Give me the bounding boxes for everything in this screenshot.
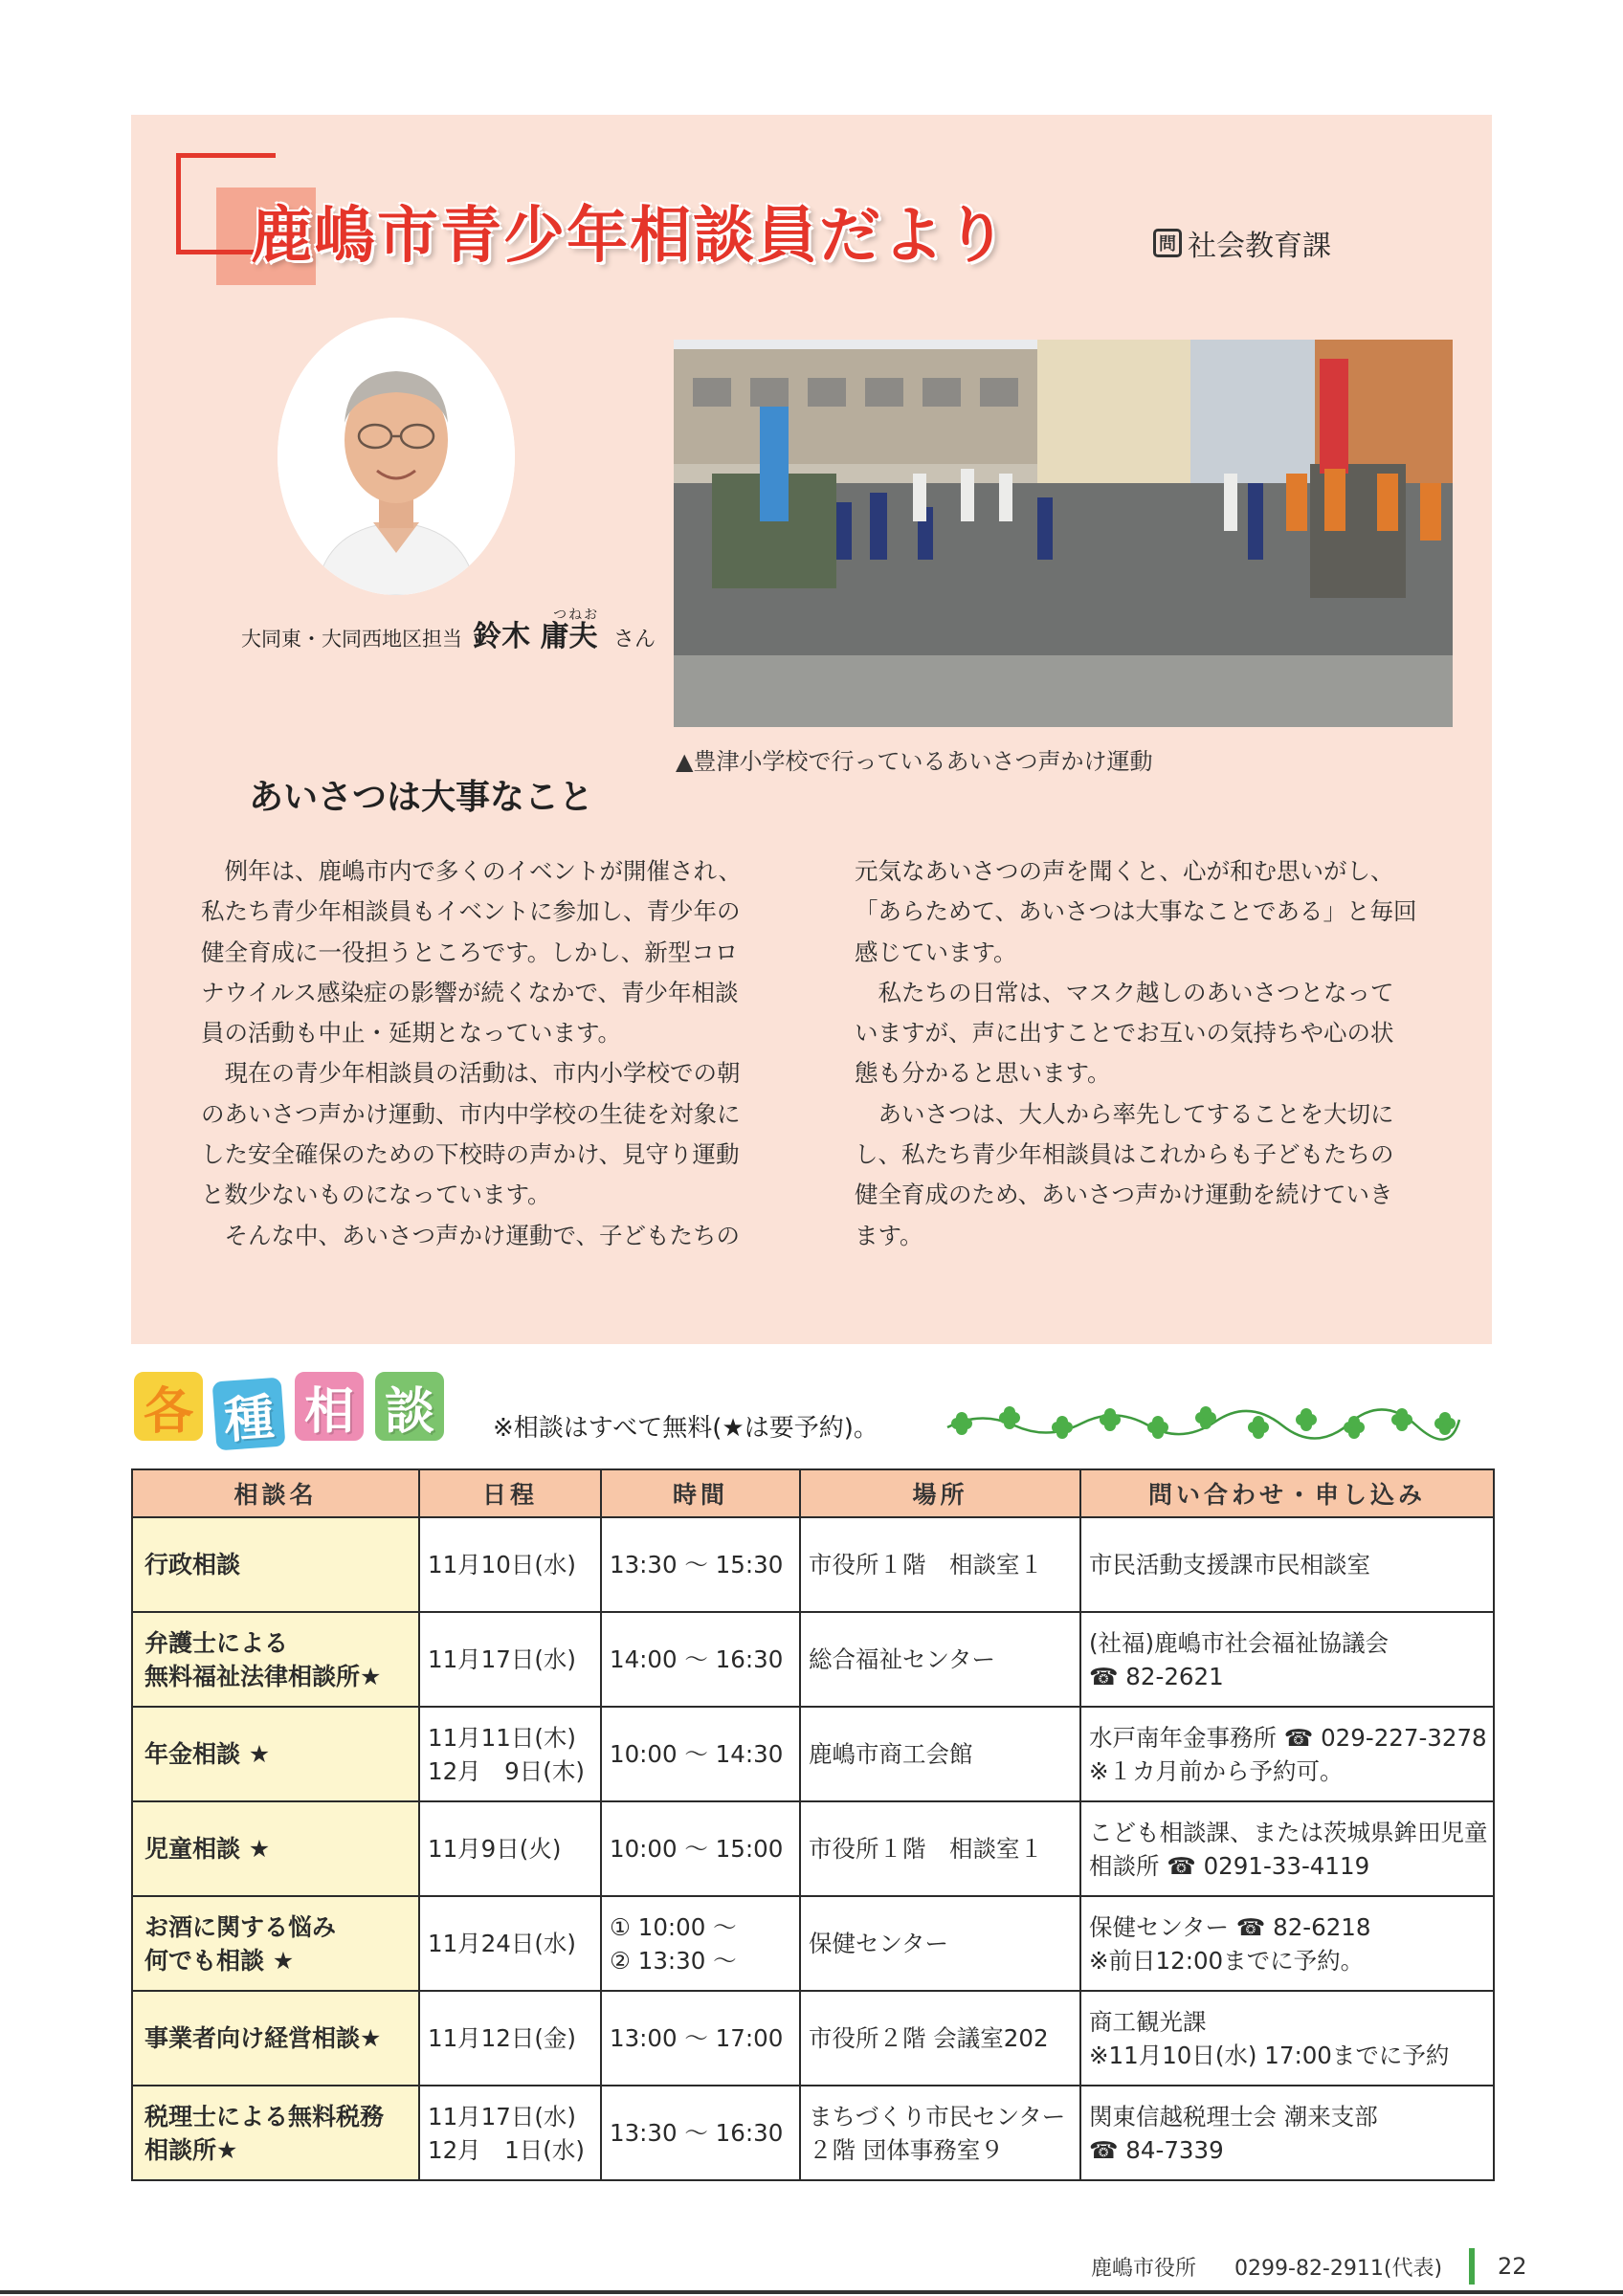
row-consultation-name-line: 年金相談 ★: [145, 1740, 271, 1768]
row-time: [601, 1896, 800, 1991]
row-consultation-name: [132, 1801, 419, 1896]
row-contact-line: (社福)鹿嶋市社会福祉協議会: [1089, 1628, 1390, 1657]
contact-department: [1153, 222, 1331, 264]
row-place: [800, 1517, 1080, 1612]
row-consultation-name-line: 相談所★: [145, 2135, 238, 2164]
header-consultation-name: 相談名: [132, 1469, 419, 1517]
row-contact-line: 相談所 ☎ 0291-33-4119: [1089, 1851, 1370, 1880]
row-date: [419, 1707, 601, 1801]
footer-accent-bar: [1469, 2248, 1475, 2285]
row-consultation-name: [132, 1612, 419, 1707]
page-footer: [1091, 2248, 1527, 2285]
row-time-line: 13:30 ～ 15:30: [610, 1551, 784, 1578]
heading-kanji-3: 相: [291, 1368, 367, 1445]
article-line: し、私たち青少年相談員はこれからも子どもたちの: [855, 1140, 1394, 1169]
heading-kanji-1: 各: [130, 1368, 207, 1445]
footer-phone: 0299-82-2911(代表): [1234, 2256, 1443, 2281]
counselor-caption: [241, 607, 656, 654]
row-time-line: 13:30 ～ 16:30: [610, 2119, 784, 2147]
counselor-honorific: さん: [613, 628, 656, 651]
row-consultation-name: [132, 2086, 419, 2180]
table-header-row: [132, 1469, 1494, 1517]
article-line: 元気なあいさつの声を聞くと、心が和む思いがし、: [855, 857, 1394, 885]
table-row: [132, 2086, 1494, 2180]
row-date-line: 12月 1日(水): [428, 2135, 585, 2164]
row-contact: [1080, 1517, 1494, 1612]
table-row: [132, 1801, 1494, 1896]
row-consultation-name: [132, 1707, 419, 1801]
header-date: 日程: [419, 1469, 601, 1517]
bottom-rule: [0, 2290, 1623, 2294]
row-date-line: 11月11日(木): [428, 1723, 576, 1752]
row-time: [601, 2086, 800, 2180]
photo-caption: ▲豊津小学校で行っているあいさつ声かけ運動: [676, 748, 1153, 775]
article-line: 感じています。: [855, 938, 1017, 966]
row-date-line: 11月24日(水): [428, 1930, 576, 1957]
article-line: 例年は、鹿嶋市内で多くのイベントが開催され、: [201, 857, 742, 885]
article-line: 私たちの日常は、マスク越しのあいさつとなって: [855, 978, 1394, 1006]
row-consultation-name-line: お酒に関する悩み: [145, 1912, 337, 1941]
article-heading: あいさつは大事なこと: [249, 778, 594, 817]
row-consultation-name-line: 行政相談: [145, 1551, 241, 1578]
row-place-line: 総合福祉センター: [809, 1645, 996, 1673]
article-line: 現在の青少年相談員の活動は、市内小学校での朝: [201, 1059, 741, 1088]
row-time: [601, 1991, 800, 2086]
row-consultation-name-line: 弁護士による: [145, 1628, 289, 1657]
row-place: [800, 1707, 1080, 1801]
row-time-line: 10:00 ～ 14:30: [610, 1740, 784, 1768]
row-date: [419, 1991, 601, 2086]
row-time-line: 14:00 ～ 16:30: [610, 1645, 784, 1673]
row-contact: [1080, 2086, 1494, 2180]
row-contact: [1080, 1707, 1494, 1801]
row-place: [800, 1991, 1080, 2086]
row-place-line: まちづくり市民センター: [809, 2102, 1066, 2130]
row-time: [601, 1612, 800, 1707]
counselor-portrait: [278, 318, 515, 595]
row-place-line: 市役所１階 相談室１: [809, 1551, 1043, 1578]
row-place-line: 保健センター: [809, 1930, 949, 1957]
article-line: 員の活動も中止・延期となっています。: [201, 1019, 622, 1048]
row-contact-line: 関東信越税理士会 潮来支部: [1089, 2102, 1378, 2130]
row-contact-line: ☎ 82-2621: [1089, 1662, 1224, 1690]
header-time: 時間: [601, 1469, 800, 1517]
row-date: [419, 2086, 601, 2180]
row-place-line: 鹿嶋市商工会館: [809, 1740, 973, 1768]
row-consultation-name: [132, 1991, 419, 2086]
row-place: [800, 2086, 1080, 2180]
row-time: [601, 1801, 800, 1896]
row-contact-line: ※11月10日(水) 17:00までに予約: [1089, 2041, 1450, 2069]
article-line: ます。: [855, 1221, 923, 1249]
row-contact-line: ☎ 84-7339: [1089, 2135, 1224, 2164]
row-date-line: 11月9日(火): [428, 1835, 562, 1863]
row-place: [800, 1612, 1080, 1707]
row-time-line: ② 13:30 ～: [610, 1946, 737, 1975]
row-date: [419, 1517, 601, 1612]
heading-kanji-2: 種: [208, 1373, 289, 1454]
article-line: いますが、声に出すことでお互いの気持ちや心の状: [855, 1019, 1394, 1048]
article-column-2: [855, 851, 1438, 1256]
row-contact: [1080, 1896, 1494, 1991]
row-contact: [1080, 1801, 1494, 1896]
row-contact-line: こども相談課、または茨城県鉾田児童: [1089, 1818, 1488, 1846]
article-line: と数少ないものになっています。: [201, 1181, 551, 1209]
consultation-heading: [130, 1368, 448, 1452]
heading-kanji-4: 談: [371, 1368, 448, 1445]
row-date: [419, 1801, 601, 1896]
row-date-line: 11月12日(金): [428, 2024, 576, 2052]
clover-vine-decoration: [943, 1399, 1464, 1446]
row-time-line: ① 10:00 ～: [610, 1912, 737, 1941]
row-contact-line: 保健センター ☎ 82-6218: [1089, 1912, 1371, 1941]
row-contact: [1080, 1612, 1494, 1707]
counselor-name: [473, 607, 608, 653]
row-time: [601, 1517, 800, 1612]
row-contact-line: ※前日12:00までに予約。: [1089, 1946, 1365, 1975]
row-consultation-name: [132, 1896, 419, 1991]
row-consultation-name-line: 事業者向け経営相談★: [145, 2024, 382, 2052]
inquiry-icon: 問: [1153, 229, 1182, 257]
counselor-name-text: 鈴木 庸夫: [473, 620, 598, 653]
row-contact: [1080, 1991, 1494, 2086]
article-line: のあいさつ声かけ運動、市内中学校の生徒を対象に: [201, 1099, 741, 1128]
department-name: 社会教育課: [1188, 230, 1331, 263]
article-line: 私たち青少年相談員もイベントに参加し、青少年の: [201, 897, 741, 926]
row-date: [419, 1612, 601, 1707]
article-line: ナウイルス感染症の影響が続くなかで、青少年相談: [201, 978, 739, 1006]
table-row: [132, 1707, 1494, 1801]
row-place: [800, 1896, 1080, 1991]
row-place-line: ２階 団体事務室９: [809, 2135, 1004, 2164]
counselor-name-ruby: つねお: [553, 607, 600, 623]
greeting-campaign-photo: [674, 340, 1453, 727]
row-place-line: 市役所１階 相談室１: [809, 1835, 1043, 1863]
row-date-line: 11月10日(水): [428, 1551, 576, 1578]
article-line: 「あらためて、あいさつは大事なことである」と毎回: [855, 897, 1417, 926]
row-time-line: 10:00 ～ 15:00: [610, 1835, 784, 1863]
table-row: [132, 1991, 1494, 2086]
article-line: あいさつは、大人から率先してすることを大切に: [855, 1099, 1394, 1128]
footer-org: 鹿嶋市役所: [1091, 2256, 1197, 2281]
row-consultation-name-line: 何でも相談 ★: [145, 1946, 295, 1975]
article-line: 健全育成のため、あいさつ声かけ運動を続けていき: [855, 1181, 1393, 1209]
row-date-line: 11月17日(水): [428, 2102, 576, 2130]
row-date-line: 11月17日(水): [428, 1645, 576, 1673]
counselor-area: 大同東・大同西地区担当: [241, 628, 462, 651]
row-date-line: 12月 9日(木): [428, 1756, 585, 1785]
row-place-line: 市役所２階 会議室202: [809, 2024, 1049, 2052]
consultation-schedule-table: [131, 1468, 1495, 2181]
table-row: [132, 1612, 1494, 1707]
row-contact-line: 商工観光課: [1089, 2007, 1207, 2036]
table-row: [132, 1896, 1494, 1991]
page-title: 鹿嶋市青少年相談員だより: [251, 201, 1009, 272]
article-line: した安全確保のための下校時の声かけ、見守り運動: [201, 1140, 740, 1169]
table-row: [132, 1517, 1494, 1612]
article-column-1: [201, 851, 785, 1256]
row-consultation-name-line: 税理士による無料税務: [145, 2102, 385, 2130]
row-contact-line: 水戸南年金事務所 ☎ 029-227-3278: [1089, 1723, 1487, 1752]
row-place: [800, 1801, 1080, 1896]
consultation-note: ※相談はすべて無料(★は要予約)。: [493, 1414, 878, 1443]
row-time: [601, 1707, 800, 1801]
row-date: [419, 1896, 601, 1991]
row-contact-line: ※１カ月前から予約可。: [1089, 1756, 1344, 1785]
row-time-line: 13:00 ～ 17:00: [610, 2024, 784, 2052]
article-line: 健全育成に一役担うところです。しかし、新型コロ: [201, 938, 739, 966]
row-consultation-name-line: 児童相談 ★: [145, 1835, 271, 1863]
row-contact-line: 市民活動支援課市民相談室: [1089, 1551, 1370, 1578]
row-consultation-name-line: 無料福祉法律相談所★: [145, 1662, 382, 1690]
article-line: そんな中、あいさつ声かけ運動で、子どもたちの: [201, 1221, 741, 1249]
page-number: 22: [1498, 2253, 1527, 2280]
article-line: 態も分かると思います。: [855, 1059, 1111, 1088]
row-consultation-name: [132, 1517, 419, 1612]
header-place: 場所: [800, 1469, 1080, 1517]
header-contact: 問い合わせ・申し込み: [1080, 1469, 1494, 1517]
